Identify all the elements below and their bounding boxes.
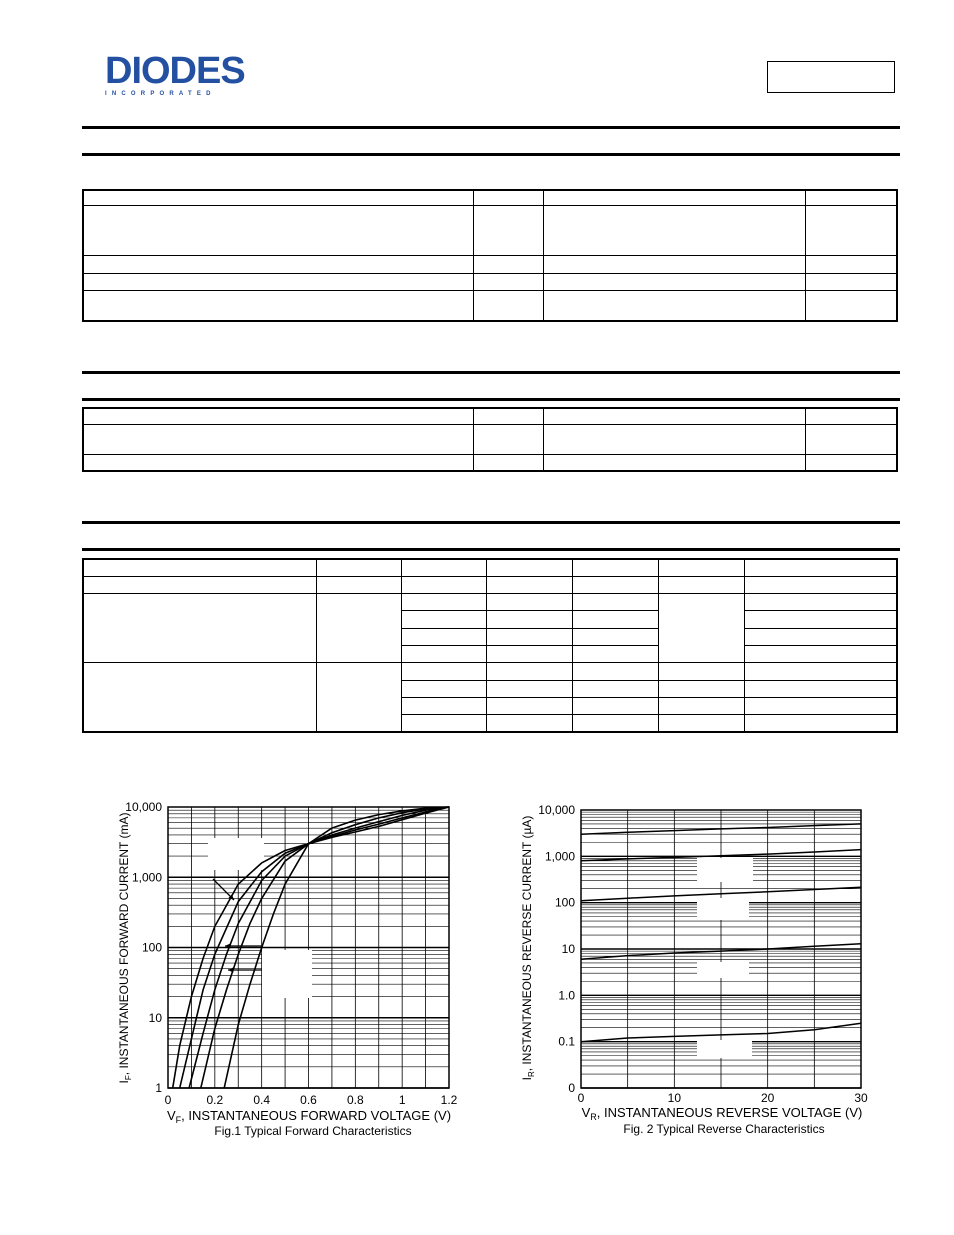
chart1-y-tick-label: 1 — [155, 1081, 162, 1095]
chart2-label-gap — [697, 1040, 752, 1058]
logo-text: DIODES — [105, 50, 245, 92]
chart1-x-tick-label: 0.4 — [253, 1093, 271, 1107]
chart1-y-tick-label: 10 — [148, 1010, 162, 1025]
chart1-y-tick-label: 100 — [141, 940, 162, 955]
chart2-x-ticks — [578, 1091, 868, 1105]
chart1-x-tick-label: 0.8 — [346, 1093, 364, 1107]
chart2-y-tick-label: 10,000 — [538, 803, 575, 817]
chart1-x-tick-label: 0.2 — [206, 1093, 224, 1107]
forward-characteristics-chart — [117, 800, 458, 1138]
chart2-x-tick-label: 0 — [577, 1091, 585, 1105]
chart1-caption: Fig.1 Typical Forward Characteristics — [214, 1124, 412, 1138]
chart1-label-gap — [262, 950, 312, 998]
chart2-y-tick-label: 10 — [561, 942, 575, 956]
chart2-label-gap — [697, 898, 749, 920]
chart2-caption: Fig. 2 Typical Reverse Characteristics — [623, 1122, 825, 1136]
chart1-x-ticks — [165, 1093, 458, 1107]
chart2-y-tick-label: 1,000 — [544, 849, 575, 864]
chart2-y-tick-label: 0 — [568, 1081, 575, 1095]
chart1-x-tick-label: 0 — [164, 1093, 172, 1107]
reverse-characteristics-chart — [520, 803, 868, 1136]
chart2-x-tick-label: 20 — [760, 1091, 775, 1105]
chart2-y-tick-label: 1.0 — [558, 988, 575, 1003]
chart2-ylabel: $I_R$, INSTANTANEOUS REVERSE CURRENT (µA) — [520, 815, 536, 1081]
chart1-ylabel: $I_F$, INSTANTANEOUS FORWARD CURRENT (mA) — [117, 812, 133, 1084]
chart1-xlabel: $V_F$, INSTANTANEOUS FORWARD VOLTAGE (V) — [166, 1108, 452, 1125]
chart1-x-tick-label: 1.2 — [440, 1093, 458, 1107]
chart2-y-tick-label: 0.1 — [558, 1034, 575, 1049]
chart2-y-tick-label: 100 — [554, 895, 575, 910]
chart1-arrowhead — [228, 967, 233, 972]
logo-subtext: INCORPORATED — [105, 91, 216, 97]
chart1-y-tick-label: 1,000 — [131, 870, 162, 885]
chart2-x-tick-label: 10 — [667, 1091, 682, 1105]
chart2-label-gap — [697, 962, 749, 978]
chart2-y-ticks — [538, 803, 575, 1095]
chart1-y-tick-label: 10,000 — [125, 800, 162, 814]
chart2-x-tick-label: 30 — [854, 1091, 868, 1105]
chart2-label-gap — [697, 858, 753, 882]
chart2-xlabel: $V_R$, INSTANTANEOUS REVERSE VOLTAGE (V) — [581, 1105, 863, 1122]
chart1-label-gap — [208, 838, 264, 870]
chart1-x-tick-label: 0.6 — [300, 1093, 317, 1107]
chart1-x-tick-label: 1 — [398, 1093, 406, 1107]
